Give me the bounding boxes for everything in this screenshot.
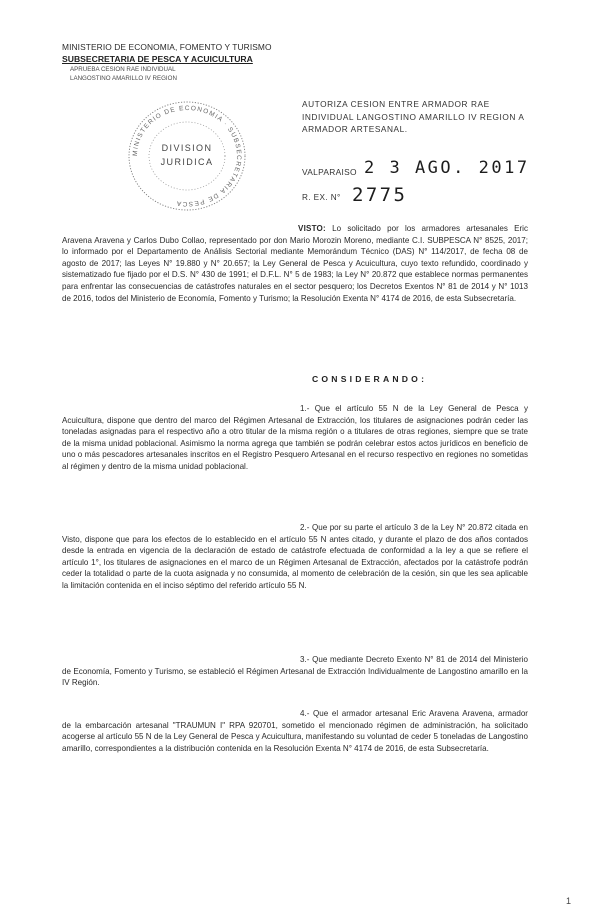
- resolution-number: 2775: [352, 184, 408, 206]
- considerando-text: Que el artículo 55 N de la Ley General de Pesca y Acuicultura, dispone que dentro del marco del Régimen Artesanal de Extracción, los titulares de asignaciones podrán ceder las toneladas asignadas para el respectivo año a otro titular de la misma región o a titulares de otras regiones, siempre que se trate de la misma unidad poblacional. Asimismo la norma agrega que también se podrán celebrar estos actos jurídicos en beneficio de uno o más pescadores artesanales inscritos en el Registro Pesquero Artesanal en el recurso respectivo en regiones no sometidas al régimen y dentro de la misma unidad poblacional.: [62, 404, 528, 471]
- considerando-3: [62, 654, 528, 689]
- page-mark: 1: [566, 896, 572, 906]
- considerando-number: 1.-: [300, 404, 310, 413]
- stamped-date: 2 3 AGO. 2017: [364, 158, 530, 178]
- resolution-number-block: [302, 184, 502, 208]
- considerando-number: 3.-: [300, 655, 310, 664]
- visto-label: VISTO:: [298, 224, 326, 233]
- division-juridica-stamp: [118, 96, 256, 216]
- visto-paragraph: [62, 223, 528, 304]
- considerando-text: Que mediante Decreto Exento N° 81 de 2014 del Ministerio de Economía, Fomento y Turismo, se estableció el Régimen Artesanal de Extracción Individualmente de Langostino amarillo en la IV Región.: [62, 655, 528, 688]
- stamp-seal-icon: [118, 96, 256, 216]
- stamp-ring-text: MINISTERIO DE ECONOMIA · SUBSECRETARIA DE PESCA: [131, 104, 243, 208]
- resolution-label: R. EX. N°: [302, 193, 341, 202]
- letterhead: [62, 42, 282, 83]
- reference-line-1: APRUEBA CESION RAE INDIVIDUAL: [70, 66, 176, 73]
- considerando-4: [62, 708, 528, 754]
- visto-text: Lo solicitado por los armadores artesanales Eric Aravena Aravena y Carlos Dubo Collao, representado por don Mario Morozin Moreno, mediante C.I. SUBPESCA N° 8525, 2017; lo informado por el Departamento de Análisis Sectorial mediante Memorándum Técnico (DAS) N° 114/2017, de fecha 08 de agosto de 2017; las Leyes N° 19.880 y N° 20.657; la Ley General de Pesca y Acuicultura, cuyo texto refundido, coordinado y sistematizado fue fijado por el D.S. N° 430 de 1991; el D.F.L. N° 5 de 1983; la Ley N° 20.872 que establece normas permanentes para enfrentar las consecuencias de catástrofes naturales en el sector pesquero; los Decretos Exentos N° 81 de 2014 y N° 1013 de 2016, todos del Ministerio de Economía, Fomento y Turismo; la Resolución Exenta N° 4174 de 2016, de esta Subsecretaría.: [62, 224, 528, 303]
- considerando-2: [62, 522, 528, 592]
- resolution-subject: AUTORIZA CESION ENTRE ARMADOR RAE INDIVIDUAL LANGOSTINO AMARILLO IV REGION A ARMADOR ARTESANAL.: [302, 99, 524, 135]
- considerando-number: 2.-: [300, 523, 310, 532]
- stamp-line-2: JURIDICA: [160, 157, 214, 167]
- ministry-name: MINISTERIO DE ECONOMIA, FOMENTO Y TURISMO: [62, 42, 272, 52]
- reference-line-2: LANGOSTINO AMARILLO IV REGION: [70, 75, 177, 82]
- subsecretaria-name: SUBSECRETARIA DE PESCA Y ACUICULTURA: [62, 54, 253, 64]
- considerando-1: [62, 403, 528, 473]
- considerando-heading: CONSIDERANDO:: [312, 374, 428, 384]
- considerando-text: Que el armador artesanal Eric Aravena Aravena, armador de la embarcación artesanal "TRAUMUN I" RPA 920701, sometido el mencionado régimen de administración, ha solicitado acogerse al artículo 55 N de la Ley General de Pesca y Acuicultura, manifestando su voluntad de ceder 5 toneladas de Langostino amarillo, correspondientes a la distribución contenida en la Resolución Exenta N° 4174 de 2016, de esta Subsecretaría.: [62, 709, 528, 753]
- considerando-text: Que por su parte el artículo 3 de la Ley N° 20.872 citada en Visto, dispone que para los efectos de lo establecido en el artículo 55 N antes citado, y durante el plazo de dos años contados desde la entrada en vigencia de la declaración de estado de catástrofe efectuada de conformidad a la ley a que se refiere el artículo 1°, los titulares de asignaciones en el marco de un Régimen Artesanal de Extracción, afectados por la catástrofe podrán ceder la totalidad o parte de la cuota asignada y no consumida, al momento de celebración de la cesión, sin que les sea aplicable la limitación contenida en el inciso séptimo del referido artículo 55 N.: [62, 523, 528, 590]
- place-and-date: [302, 158, 542, 182]
- stamp-line-1: DIVISION: [161, 143, 213, 153]
- place-name: VALPARAISO: [302, 167, 357, 177]
- considerando-number: 4.-: [300, 709, 310, 718]
